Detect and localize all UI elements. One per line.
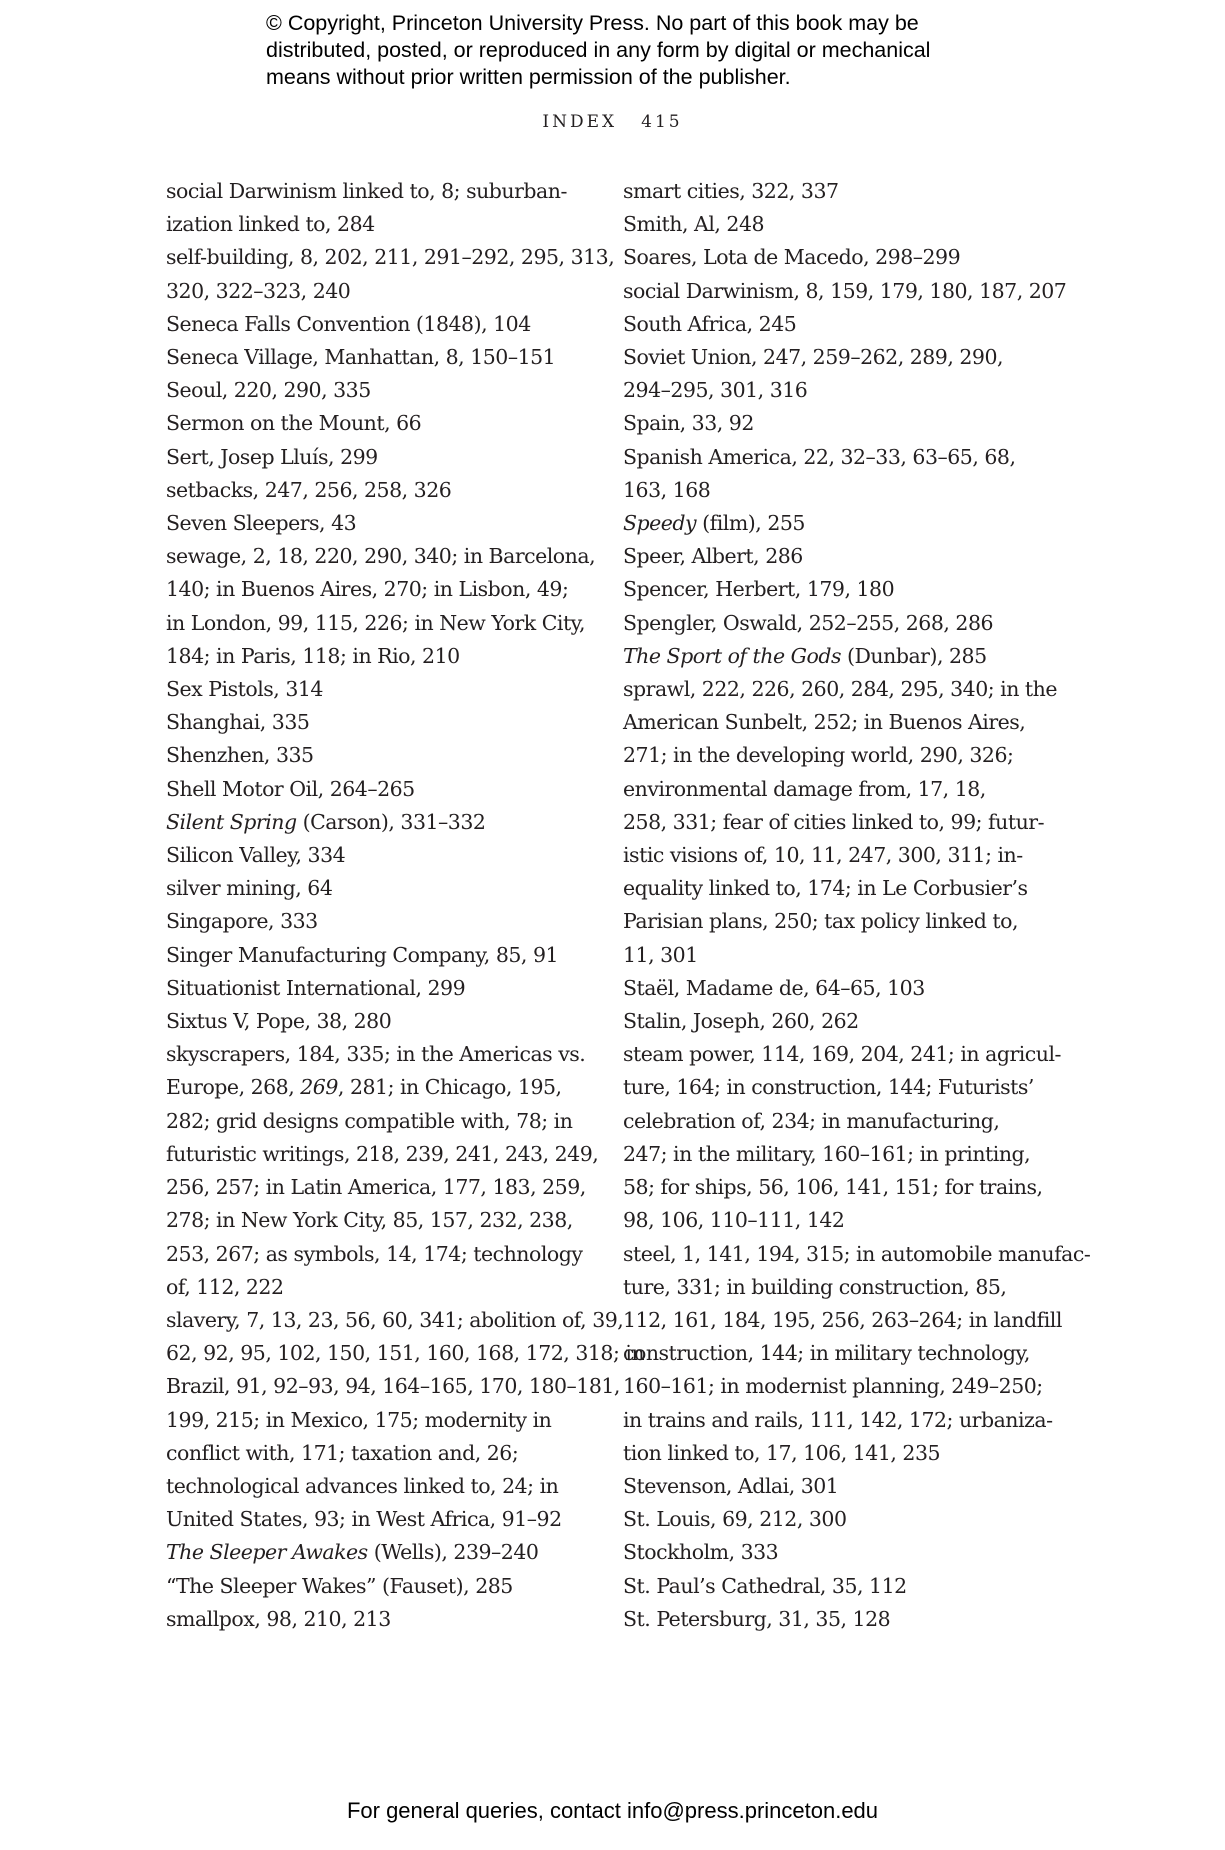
index-entry-line: Stevenson, Adlai, 301 [623,1473,839,1498]
index-entry [166,739,600,772]
index-entry-line: Stalin, Joseph, 260, 262 [623,1009,859,1034]
index-entry-line: 98, 106, 110–111, 142 [623,1208,845,1233]
index-entry [623,607,1037,640]
index-entry-line: South Africa, 245 [623,311,797,336]
index-entry [166,773,600,806]
italic-title: 269 [300,1075,338,1100]
index-entry-line: steam power, 114, 169, 204, 241; in agricul- [623,1042,1061,1067]
index-entry-line: ture, 164; in construction, 144; Futurists’ [623,1075,1034,1100]
index-entry-line: Soares, Lota de Macedo, 298–299 [623,245,961,270]
index-entry [166,1536,600,1569]
index-entry-line: Staël, Madame de, 64–65, 103 [623,975,925,1000]
index-entry-line: 58; for ships, 56, 106, 141, 151; for trains, [623,1175,1043,1200]
index-entry-line: Spanish America, 22, 32–33, 63–65, 68, [623,444,1016,469]
copyright-notice [266,10,1026,91]
index-entry-line: Spain, 33, 92 [623,411,754,436]
index-entry-line: 199, 215; in Mexico, 175; modernity in [166,1407,552,1432]
copyright-line: means without prior written permission of the publisher. [266,65,791,89]
index-entry-line: 184; in Paris, 118; in Rio, 210 [166,643,460,668]
index-entry-line: Seven Sleepers, 43 [166,511,357,536]
index-entry-line: smallpox, 98, 210, 213 [166,1606,391,1631]
index-entry-line: Seoul, 220, 290, 335 [166,378,371,403]
index-entry-line: skyscrapers, 184, 335; in the Americas vs. [166,1042,586,1067]
index-entry [623,175,1037,208]
index-column-left [166,175,645,1636]
index-entry-line: Seneca Village, Manhattan, 8, 150–151 [166,345,556,370]
index-entry-line: 62, 92, 95, 102, 150, 151, 160, 168, 172, 318; in [166,1341,645,1366]
italic-title: The Sport of the Gods [623,643,841,668]
index-entry [623,241,1037,274]
index-entry [623,540,1037,573]
index-entry [166,341,600,374]
index-entry-line: Europe, 268, 269, 281; in Chicago, 195, [166,1075,562,1100]
index-entry [623,640,1037,673]
index-entry-line: slavery, 7, 13, 23, 56, 60, 341; abolition of, 39, [166,1307,624,1332]
index-entry-line: celebration of, 234; in manufacturing, [623,1108,1000,1133]
index-entry [623,1536,1037,1569]
index-entry [623,441,1037,507]
index-entry [166,673,600,706]
italic-title: Silent Spring [166,809,297,834]
index-entry-line: self-building, 8, 202, 211, 291–292, 295, 313, [166,245,615,270]
index-entry-line: ization linked to, 284 [166,212,375,237]
index-entry-line: Shanghai, 335 [166,710,310,735]
index-entry-line: Sermon on the Mount, 66 [166,411,422,436]
index-entry-line: St. Paul’s Cathedral, 35, 112 [623,1573,907,1598]
copyright-line: distributed, posted, or reproduced in any form by digital or mechanical [266,38,931,62]
index-entry-line: in trains and rails, 111, 142, 172; urbaniza- [623,1407,1053,1432]
index-entry-line: Spengler, Oswald, 252–255, 268, 286 [623,610,994,635]
index-entry-line: equality linked to, 174; in Le Corbusier’s [623,876,1028,901]
index-entry-line: futuristic writings, 218, 239, 241, 243, 249, [166,1141,599,1166]
index-entry-line: 294–295, 301, 316 [623,378,808,403]
index-entry-line: Speedy (film), 255 [623,511,805,536]
index-entry [623,673,1058,972]
index-entry-line: Spencer, Herbert, 179, 180 [623,577,895,602]
index-entry-line: environmental damage from, 17, 18, [623,776,986,801]
index-entry-line: 253, 267; as symbols, 14, 174; technology [166,1241,583,1266]
index-entry-line: sewage, 2, 18, 220, 290, 340; in Barcelona, [166,544,596,569]
index-entry-line: Speer, Albert, 286 [623,544,803,569]
index-entry [623,1603,1037,1636]
index-entry-line: sprawl, 222, 226, 260, 284, 295, 340; in the [623,677,1058,702]
index-entry [623,341,1037,407]
index-entry-line: 256, 257; in Latin America, 177, 183, 259, [166,1175,586,1200]
index-entry [166,939,600,972]
index-entry-line: 320, 322–323, 240 [166,278,351,303]
index-entry-line: Sert, Josep Lluís, 299 [166,444,378,469]
index-entry-continuation [166,175,600,241]
index-entry [166,241,615,307]
index-entry [623,1570,1037,1603]
index-entry-line: construction, 144; in military technology, [623,1341,1030,1366]
index-entry-line: 112, 161, 184, 195, 256, 263–264; in landfill [623,1307,1062,1332]
index-entry-line: 160–161; in modernist planning, 249–250; [623,1374,1043,1399]
index-entry [166,706,600,739]
index-entry-line: Parisian plans, 250; tax policy linked to, [623,909,1018,934]
index-entry [623,208,1037,241]
index-entry [166,474,600,507]
index-entry-line: The Sleeper Awakes (Wells), 239–240 [166,1540,539,1565]
index-entry [623,1038,1061,1237]
index-entry-line: Singapore, 333 [166,909,318,934]
footer-contact: For general queries, contact info@press.princeton.edu [346,1798,879,1823]
italic-title: The Sleeper Awakes [166,1540,368,1565]
index-entry-line: 140; in Buenos Aires, 270; in Lisbon, 49; [166,577,569,602]
index-entry-line: St. Louis, 69, 212, 300 [623,1507,847,1532]
index-entry-line: 163, 168 [623,477,711,502]
index-entry [623,507,1037,540]
index-entry-line: Sex Pistols, 314 [166,677,323,702]
index-entry-line: 11, 301 [623,942,698,967]
index-entry [166,441,600,474]
index-entry [166,1005,600,1038]
index-entry-line: Stockholm, 333 [623,1540,779,1565]
index-entry-line: St. Petersburg, 31, 35, 128 [623,1606,891,1631]
index-entry-line: Seneca Falls Convention (1848), 104 [166,311,531,336]
running-head [0,112,1225,132]
index-entry [623,972,1037,1005]
copyright-line: © Copyright, Princeton University Press. No part of this book may be [266,11,919,35]
index-entry-line: smart cities, 322, 337 [623,179,839,203]
index-entry-line: social Darwinism, 8, 159, 179, 180, 187, 207 [623,278,1067,303]
index-entry [166,872,600,905]
index-entry [623,1503,1037,1536]
index-entry [166,308,600,341]
index-entry-line: tion linked to, 17, 106, 141, 235 [623,1440,941,1465]
index-entry-line: The Sport of the Gods (Dunbar), 285 [623,643,987,668]
index-entry-line: conflict with, 171; taxation and, 26; [166,1440,519,1465]
index-entry [623,407,1037,440]
index-entry [623,1238,1091,1470]
index-entry [166,507,600,540]
index-entry-line: steel, 1, 141, 194, 315; in automobile manufac- [623,1241,1091,1266]
page-number: 415 [641,112,683,132]
index-entry [166,540,600,673]
index-entry-line: social Darwinism linked to, 8; suburban- [166,179,567,203]
index-entry-line: 258, 331; fear of cities linked to, 99; futur- [623,809,1045,834]
index-entry-line: setbacks, 247, 256, 258, 326 [166,477,452,502]
index-entry-line: Sixtus V, Pope, 38, 280 [166,1009,392,1034]
index-entry-line: Brazil, 91, 92–93, 94, 164–165, 170, 180–181, [166,1374,620,1399]
index-entry [623,275,1067,308]
index-entry-line: “The Sleeper Wakes” (Fauset), 285 [166,1573,513,1598]
index-column-right [623,175,1091,1636]
index-entry [166,1570,600,1603]
index-entry [623,308,1037,341]
index-entry [166,374,600,407]
index-entry-line: Shenzhen, 335 [166,743,314,768]
index-entry-line: Soviet Union, 247, 259–262, 289, 290, [623,345,1004,370]
index-entry [166,839,600,872]
italic-title: Speedy [623,511,697,536]
index-entry [166,407,600,440]
index-entry-line: istic visions of, 10, 11, 247, 300, 311; in- [623,843,1023,868]
index-entry-line: 282; grid designs compatible with, 78; in [166,1108,573,1133]
index-entry-line: Silicon Valley, 334 [166,843,346,868]
index-entry-line: United States, 93; in West Africa, 91–92 [166,1507,562,1532]
index-entry [623,1005,1037,1038]
index-entry-line: 247; in the military, 160–161; in printing, [623,1141,1031,1166]
index-entry-line: Situationist International, 299 [166,975,466,1000]
index-entry-line: in London, 99, 115, 226; in New York City, [166,610,586,635]
index-entry [623,1470,1037,1503]
index-entry [166,972,600,1005]
index-entry [166,1038,600,1304]
index-entry-line: silver mining, 64 [166,876,333,901]
index-entry-line: Silent Spring (Carson), 331–332 [166,809,486,834]
index-entry-line: ture, 331; in building construction, 85, [623,1274,1007,1299]
index-entry [166,1603,600,1636]
index-entry-line: Smith, Al, 248 [623,212,765,237]
index-entry [623,573,1037,606]
index-entry-line: 278; in New York City, 85, 157, 232, 238, [166,1208,573,1233]
index-entry [166,905,600,938]
index-entry-line: 271; in the developing world, 290, 326; [623,743,1014,768]
index-entry [166,1304,645,1536]
index-entry-line: Singer Manufacturing Company, 85, 91 [166,942,559,967]
index-entry-line: technological advances linked to, 24; in [166,1473,559,1498]
index-entry-line: Shell Motor Oil, 264–265 [166,776,415,801]
index-entry-line: American Sunbelt, 252; in Buenos Aires, [623,710,1026,735]
index-entry [166,806,600,839]
index-entry-line: of, 112, 222 [166,1274,284,1299]
running-head-title: INDEX [542,112,618,132]
